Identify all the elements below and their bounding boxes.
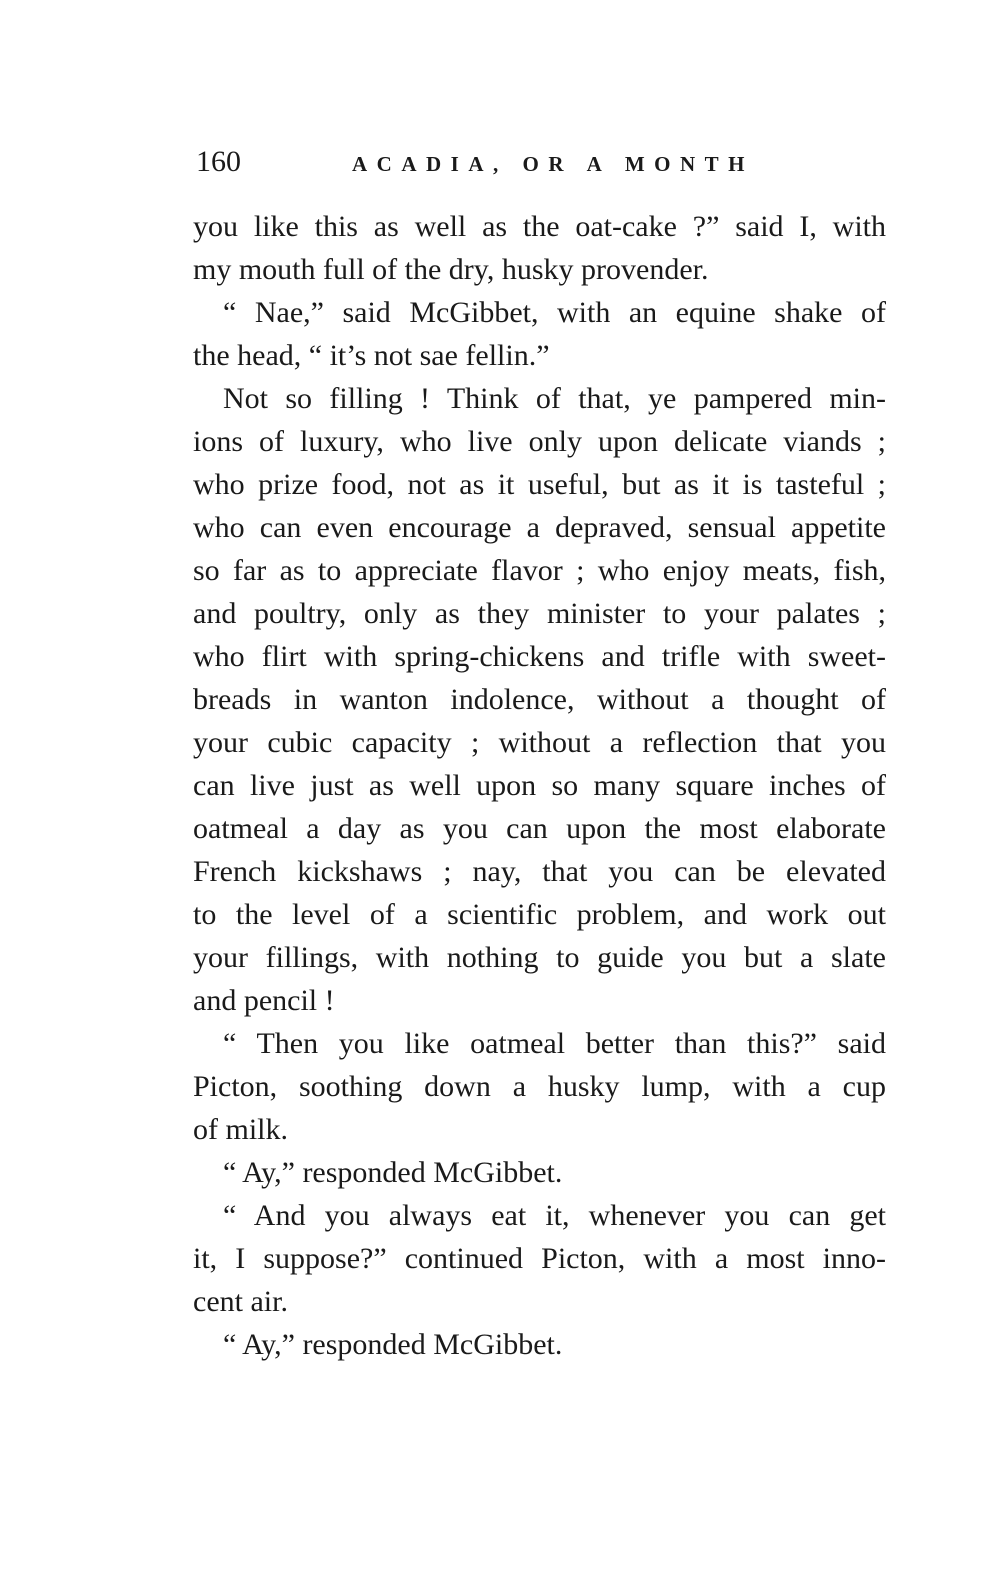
text-line: who can even encourage a depraved, sensual appetite: [193, 511, 886, 544]
text-line: so far as to appreciate flavor ; who enjoy meats, fish,: [193, 554, 886, 587]
text-line: to the level of a scientific problem, and work out: [193, 898, 886, 931]
text-line: oatmeal a day as you can upon the most elaborate: [193, 812, 886, 845]
paragraph: [193, 377, 886, 1022]
paragraph: [193, 1022, 886, 1151]
text-line: “ Nae,” said McGibbet, with an equine shake of: [223, 296, 886, 329]
paragraph: [193, 1323, 886, 1366]
text-line: your cubic capacity ; without a reflection that you: [193, 726, 886, 759]
text-line: of milk.: [193, 1113, 288, 1146]
text-line: ions of luxury, who live only upon delicate viands ;: [193, 425, 886, 458]
text-line: and poultry, only as they minister to your palates ;: [193, 597, 886, 630]
text-line: who prize food, not as it useful, but as it is tasteful ;: [193, 468, 886, 501]
text-line: it, I suppose?” continued Picton, with a most inno-: [193, 1242, 886, 1275]
paragraph: [193, 1194, 886, 1323]
paragraph: [193, 205, 886, 291]
text-line: can live just as well upon so many square inches of: [193, 769, 886, 802]
text-line: your fillings, with nothing to guide you but a slate: [193, 941, 886, 974]
text-line: “ Ay,” responded McGibbet.: [223, 1156, 563, 1189]
text-line: Not so filling ! Think of that, ye pampered min-: [223, 382, 886, 415]
text-line: “ And you always eat it, whenever you can get: [223, 1199, 886, 1232]
paragraph: [193, 291, 886, 377]
text-line: Picton, soothing down a husky lump, with a cup: [193, 1070, 886, 1103]
body-text: [193, 205, 886, 1366]
text-line: who flirt with spring-chickens and trifle with sweet-: [193, 640, 886, 673]
page-header: [196, 142, 896, 182]
text-line: cent air.: [193, 1285, 288, 1318]
text-line: my mouth full of the dry, husky provender.: [193, 253, 709, 286]
text-line: “ Then you like oatmeal better than this?” said: [223, 1027, 886, 1060]
text-line: French kickshaws ; nay, that you can be elevated: [193, 855, 886, 888]
running-head: ACADIA, OR A MONTH: [352, 152, 755, 176]
text-line: you like this as well as the oat-cake ?” said I, with: [193, 210, 886, 243]
page-number: 160: [196, 145, 241, 178]
paragraph: [193, 1151, 886, 1194]
text-line: and pencil !: [193, 984, 335, 1017]
text-line: “ Ay,” responded McGibbet.: [223, 1328, 563, 1361]
text-line: breads in wanton indolence, without a thought of: [193, 683, 886, 716]
text-line: the head, “ it’s not sae fellin.”: [193, 339, 550, 372]
